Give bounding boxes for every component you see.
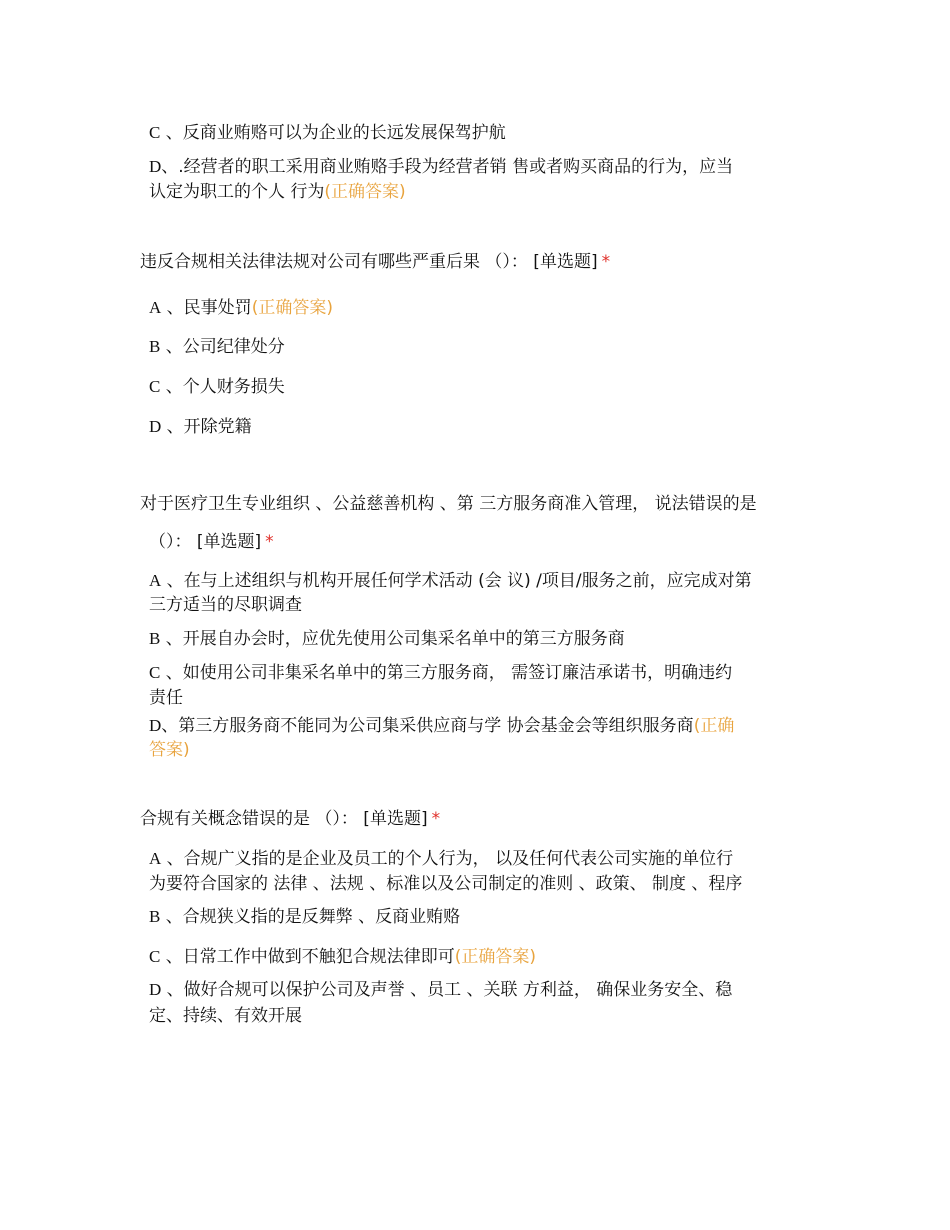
question-title: 违反合规相关法律法规对公司有哪些严重后果 （）： [单选题] [140, 252, 598, 272]
option-text: 、第三方服务商不能同为公司集采供应商与学 协会基金会等组织服务商 [161, 716, 694, 736]
option-text: 、如使用公司非集采名单中的第三方服务商， 需签订廉洁承诺书，明确违约 [160, 663, 733, 683]
required-asterisk: * [265, 532, 274, 552]
q2-option-c [149, 661, 732, 685]
option-text: 、个人财务损失 [160, 377, 285, 397]
option-text: 、民事处罚 [161, 298, 252, 318]
q2-title-cont [149, 530, 274, 554]
option-text: 、公司纪律处分 [160, 337, 285, 357]
question-title: （）： [单选题] [149, 532, 262, 552]
option-letter: C [149, 123, 161, 142]
option-text: 、反商业贿赂可以为企业的长远发展保驾护航 [160, 123, 506, 143]
q3-option-a-cont [149, 872, 742, 896]
question-title: 对于医疗卫生专业组织 、公益慈善机构 、第 三方服务商准入管理， 说法错误的是 [140, 494, 757, 514]
required-asterisk: * [601, 252, 611, 272]
option-letter: A [149, 298, 162, 317]
correct-answer-marker: (正确答案) [251, 298, 333, 318]
q1-option-d [149, 415, 252, 439]
option-letter: A [149, 849, 162, 868]
q0-option-d [149, 155, 733, 179]
option-text: 、在与上述组织与机构开展任何学术活动 (会 议) /项目/服务之前，应完成对第 [161, 571, 752, 591]
q1-option-a [149, 296, 333, 320]
option-letter: D [149, 417, 162, 436]
option-letter: C [149, 663, 161, 682]
option-text: 三方适当的尽职调查 [149, 595, 302, 615]
q3-option-c [149, 945, 536, 969]
q2-title [140, 492, 757, 516]
option-text: 认定为职工的个人 行为 [149, 182, 325, 202]
q3-option-d [149, 978, 732, 1002]
option-text: 为要符合国家的 法律 、法规 、标准以及公司制定的准则 、政策、 制度 、程序 [149, 874, 743, 894]
q1-option-c [149, 375, 285, 399]
q3-title [140, 807, 440, 831]
option-letter: A [149, 571, 162, 590]
q3-option-b [149, 905, 460, 929]
option-letter: C [149, 947, 161, 966]
q2-option-d-cont [149, 738, 190, 762]
option-text: 责任 [149, 688, 183, 708]
option-text: 定、持续、有效开展 [149, 1006, 302, 1026]
option-text: 、合规广义指的是企业及员工的个人行为， 以及任何代表公司实施的单位行 [161, 849, 734, 869]
q0-option-c [149, 121, 506, 145]
option-text: 、做好合规可以保护公司及声誉 、员工 、关联 方利益， 确保业务安全、稳 [161, 980, 733, 1000]
option-text: 、开除党籍 [161, 417, 252, 437]
correct-answer-marker: (正确答案) [454, 947, 537, 967]
option-text: 、.经营者的职工采用商业贿赂手段为经营者销 售或者购买商品的行为，应当 [161, 157, 734, 177]
option-text: 、日常工作中做到不触犯合规法律即可 [160, 947, 455, 967]
q1-title [140, 250, 610, 274]
option-letter: B [149, 337, 161, 356]
option-letter: B [149, 907, 161, 926]
q2-option-d [149, 714, 734, 738]
q2-option-c-cont [149, 686, 183, 710]
required-asterisk: * [431, 809, 441, 829]
q1-option-b [149, 335, 285, 359]
q3-option-d-cont [149, 1004, 302, 1028]
q2-option-a [149, 569, 752, 593]
option-letter: D [149, 716, 162, 735]
q0-option-d-cont [149, 180, 406, 204]
correct-answer-marker: 答案) [149, 740, 190, 760]
option-letter: B [149, 629, 161, 648]
option-letter: D [149, 157, 162, 176]
q2-option-a-cont [149, 593, 302, 617]
q2-option-b [149, 627, 625, 651]
option-letter: D [149, 980, 162, 999]
option-text: 、合规狭义指的是反舞弊 、反商业贿赂 [160, 907, 461, 927]
q3-option-a [149, 847, 733, 871]
question-title: 合规有关概念错误的是 （）： [单选题] [140, 809, 428, 829]
option-text: 、开展自办会时，应优先使用公司集采名单中的第三方服务商 [160, 629, 625, 649]
option-letter: C [149, 377, 161, 396]
correct-answer-marker: (正确 [693, 716, 735, 736]
correct-answer-marker: (正确答案) [324, 182, 406, 202]
